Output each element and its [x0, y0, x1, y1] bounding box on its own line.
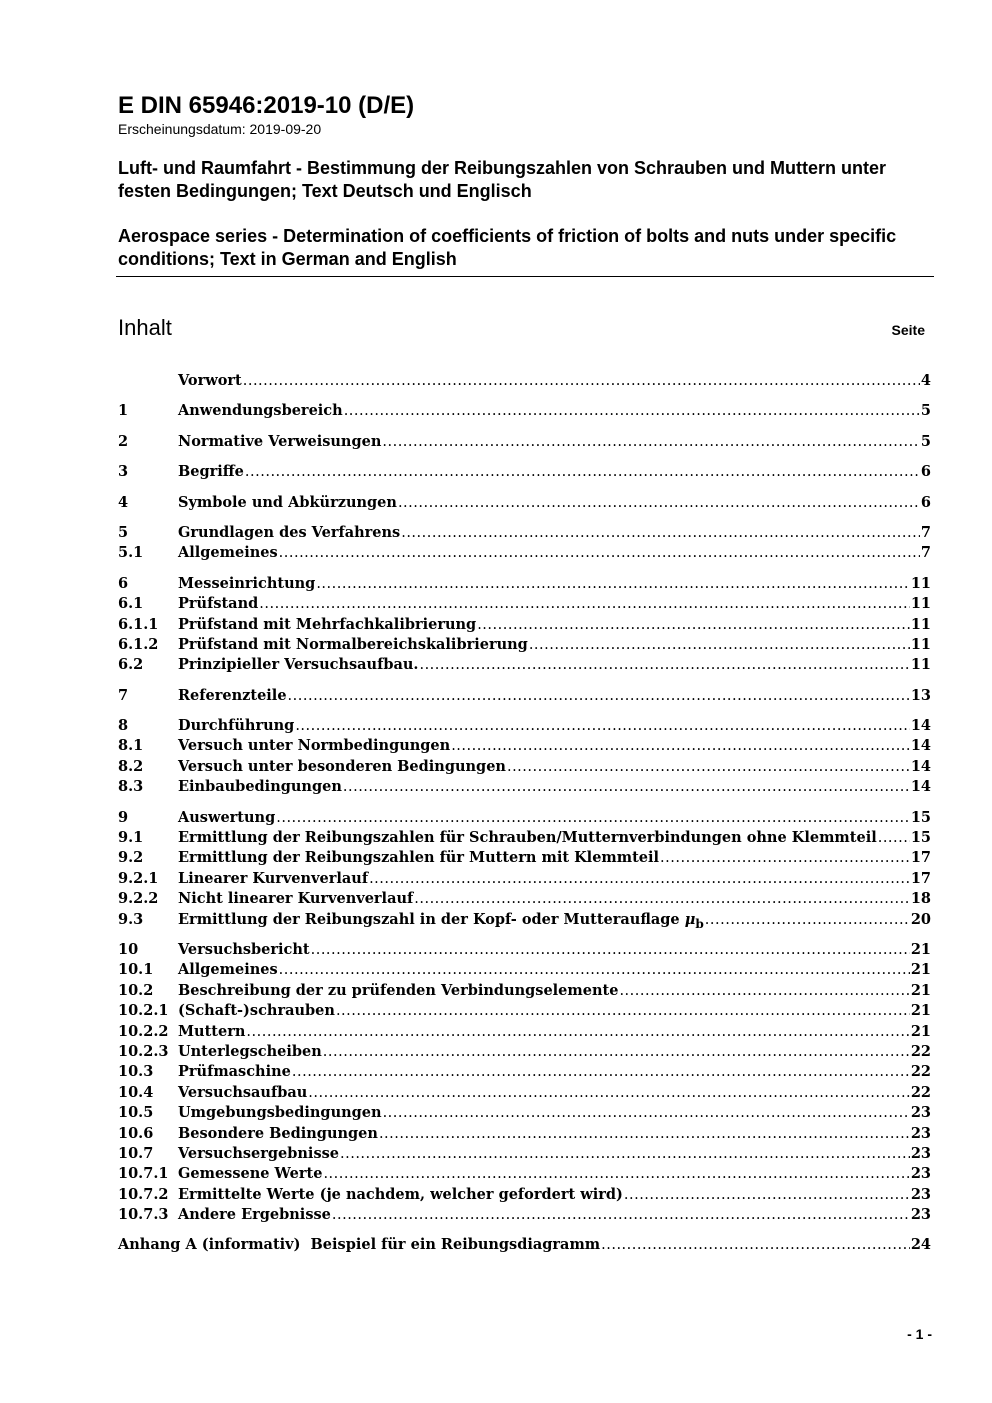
toc-title: Durchführung: [178, 717, 295, 735]
toc-leader: [295, 716, 910, 736]
table-of-contents: [118, 371, 931, 1256]
title-english: Aerospace series - Determination of coefficients of friction of bolts and nuts under specific conditions; Text in German and English: [118, 226, 897, 269]
toc-page: 23: [910, 1165, 931, 1183]
toc-entry[interactable]: [118, 1022, 931, 1042]
toc-page: 11: [910, 595, 931, 613]
toc-leader: [245, 462, 920, 482]
toc-leader: [276, 808, 910, 828]
toc-number: 10.2.3: [118, 1042, 169, 1060]
toc-title: Linearer Kurvenverlauf: [178, 869, 369, 887]
toc-title: Beschreibung der zu prüfenden Verbindungselemente: [178, 981, 619, 999]
toc-title: Versuch unter Normbedingungen: [178, 737, 451, 755]
toc-number: 8.3: [118, 778, 144, 796]
toc-entry[interactable]: [118, 594, 931, 614]
toc-page: 6: [920, 493, 931, 511]
toc-entry[interactable]: [118, 493, 931, 513]
toc-number: 10.7.2: [118, 1185, 169, 1203]
toc-title: Andere Ergebnisse: [178, 1206, 331, 1224]
toc-number: 10.2: [118, 981, 154, 999]
toc-title: Versuchsaufbau: [178, 1083, 308, 1101]
toc-page: 4: [920, 372, 931, 389]
toc-page: 21: [910, 1022, 931, 1040]
toc-page: 11: [910, 615, 931, 633]
toc-page: 11: [910, 635, 931, 653]
toc-leader: [660, 848, 910, 868]
toc-number: 10.4: [118, 1083, 154, 1101]
toc-leader: [451, 736, 910, 756]
toc-entry[interactable]: [118, 940, 931, 960]
toc-leader: [477, 615, 910, 635]
toc-title: Versuchsergebnisse: [178, 1144, 339, 1162]
toc-entry[interactable]: [118, 543, 931, 563]
toc-leader: [279, 543, 920, 563]
toc-number: 5: [118, 523, 129, 541]
toc-number: 9.3: [118, 910, 144, 928]
toc-leader: [316, 574, 909, 594]
toc-leader: [601, 1235, 910, 1255]
toc-number: 9: [118, 808, 129, 826]
toc-title-text: Ermittlung der Reibungszahl in der Kopf- oder Mutterauflage: [178, 910, 680, 928]
toc-number: 9.2.2: [118, 890, 159, 908]
toc-entry[interactable]: [118, 686, 931, 706]
toc-number: 10.2.2: [118, 1022, 169, 1040]
toc-number: 10: [118, 940, 139, 958]
toc-title: Ermittelte Werte (je nachdem, welcher gefordert wird): [178, 1185, 623, 1203]
toc-entry[interactable]: [118, 736, 931, 756]
toc-page: 21: [910, 981, 931, 999]
toc-page: 15: [910, 808, 931, 826]
toc-number: 10.5: [118, 1104, 154, 1122]
toc-entry[interactable]: [118, 1235, 931, 1255]
toc-entry[interactable]: [118, 1144, 931, 1164]
toc-page: 15: [910, 829, 931, 847]
toc-page: 22: [910, 1042, 931, 1060]
toc-leader: [340, 1144, 910, 1164]
toc-title: Prüfmaschine: [178, 1063, 291, 1081]
toc-page: 23: [910, 1104, 931, 1122]
toc-entry[interactable]: [118, 1001, 931, 1021]
toc-leader: [383, 1103, 910, 1123]
toc-number: 8.1: [118, 737, 144, 755]
toc-entry[interactable]: [118, 615, 931, 635]
toc-number: 6.1.1: [118, 615, 159, 633]
page-column-label: Seite: [891, 322, 925, 338]
document-id: E DIN 65946:2019-10 (D/E): [118, 92, 415, 119]
publication-date: Erscheinungsdatum: 2019-09-20: [118, 121, 322, 137]
toc-entry[interactable]: [118, 828, 931, 848]
toc-page: 14: [910, 737, 931, 755]
toc-entry[interactable]: [118, 869, 931, 889]
toc-entry[interactable]: [118, 1124, 931, 1144]
toc-leader: [398, 493, 920, 513]
toc-entry[interactable]: [118, 371, 931, 391]
toc-page: 6: [920, 463, 931, 481]
toc-page: 21: [910, 940, 931, 958]
toc-page: 7: [920, 544, 931, 562]
toc-title: [178, 910, 704, 934]
toc-number: 10.1: [118, 961, 154, 979]
toc-leader: [292, 1062, 910, 1082]
toc-title: Referenzteile: [178, 686, 287, 704]
toc-entry[interactable]: [118, 757, 931, 777]
toc-entry[interactable]: [118, 808, 931, 828]
toc-leader: [246, 1022, 909, 1042]
toc-entry[interactable]: [118, 910, 931, 930]
toc-entry[interactable]: [118, 1083, 931, 1103]
toc-title: Begriffe: [178, 463, 244, 481]
toc-entry[interactable]: [118, 716, 931, 736]
title-german: Luft- und Raumfahrt - Bestimmung der Reibungszahlen von Schrauben und Muttern unter festen Bedingungen; Text Deutsch und Englisch: [118, 158, 887, 201]
toc-title: Ermittlung der Reibungszahlen für Muttern mit Klemmteil: [178, 849, 660, 867]
toc-leader: [288, 686, 910, 706]
toc-entry[interactable]: [118, 777, 931, 797]
toc-number: 8: [118, 717, 129, 735]
toc-leader: [323, 1042, 910, 1062]
contents-heading: Inhalt: [118, 315, 172, 340]
toc-number: 6.2: [118, 656, 144, 674]
toc-page: 11: [910, 574, 931, 592]
toc-entry[interactable]: [118, 1103, 931, 1123]
toc-page: 17: [910, 849, 931, 867]
toc-entry[interactable]: [118, 1062, 931, 1082]
mu-symbol: μ: [684, 910, 696, 928]
toc-page: 23: [910, 1144, 931, 1162]
toc-leader: [311, 940, 910, 960]
toc-leader: [507, 757, 910, 777]
toc-leader: [705, 910, 910, 930]
toc-leader: [414, 889, 910, 909]
toc-entry[interactable]: [118, 635, 931, 655]
toc-number: 9.2.1: [118, 869, 159, 887]
toc-number: 6: [118, 574, 129, 592]
toc-entry[interactable]: [118, 401, 931, 421]
toc-entry[interactable]: [118, 574, 931, 594]
toc-entry[interactable]: [118, 1164, 931, 1184]
toc-page: 14: [910, 757, 931, 775]
toc-number: 10.3: [118, 1063, 154, 1081]
toc-entry[interactable]: [118, 655, 931, 675]
toc-leader: [619, 981, 909, 1001]
toc-entry[interactable]: [118, 1205, 931, 1225]
toc-leader: [379, 1124, 910, 1144]
toc-page: 23: [910, 1206, 931, 1224]
toc-title: Prinzipieller Versuchsaufbau.: [178, 656, 419, 674]
toc-number: 10.7.1: [118, 1165, 169, 1183]
toc-title: Nicht linearer Kurvenverlauf: [178, 890, 414, 908]
toc-number: 2: [118, 432, 129, 450]
toc-entry[interactable]: [118, 1185, 931, 1205]
toc-number: 7: [118, 686, 129, 704]
toc-page: 14: [910, 778, 931, 796]
toc-title: Auswertung: [178, 808, 276, 826]
toc-number: 10.6: [118, 1124, 154, 1142]
toc-title: Unterlegscheiben: [178, 1042, 322, 1060]
toc-leader: [382, 432, 920, 452]
toc-leader: [336, 1001, 910, 1021]
toc-title: Besondere Bedingungen: [178, 1124, 378, 1142]
toc-page: 13: [910, 686, 931, 704]
toc-entry[interactable]: [118, 960, 931, 980]
toc-title: Ermittlung der Reibungszahlen für Schrauben/Mutternverbindungen ohne Klemmteil: [178, 829, 877, 847]
toc-title: Normative Verweisungen: [178, 432, 382, 450]
toc-page: 5: [920, 432, 931, 450]
toc-entry[interactable]: [118, 889, 931, 909]
toc-title: Symbole und Abkürzungen: [178, 493, 397, 511]
toc-title: Prüfstand: [178, 595, 259, 613]
title-divider: [116, 276, 934, 277]
toc-page: 24: [910, 1236, 931, 1254]
toc-leader: [878, 828, 910, 848]
mu-subscript: b: [695, 916, 704, 931]
toc-title: Allgemeines: [178, 544, 278, 562]
toc-title: Prüfstand mit Mehrfachkalibrierung: [178, 615, 477, 633]
toc-number: 3: [118, 463, 129, 481]
toc-page: 21: [910, 1002, 931, 1020]
toc-number: 8.2: [118, 757, 144, 775]
toc-entry[interactable]: [118, 462, 931, 482]
toc-leader: [332, 1205, 910, 1225]
toc-number: 10.7.3: [118, 1206, 169, 1224]
toc-page: 17: [910, 869, 931, 887]
toc-title: Versuch unter besonderen Bedingungen: [178, 757, 506, 775]
toc-leader: [243, 371, 920, 391]
toc-leader: [259, 594, 910, 614]
toc-number: 1: [118, 402, 129, 420]
toc-leader: [624, 1185, 910, 1205]
toc-number: 6.1: [118, 595, 144, 613]
toc-number: 10.7: [118, 1144, 154, 1162]
toc-leader: [419, 655, 909, 675]
toc-number: 9.2: [118, 849, 144, 867]
toc-page: 11: [910, 656, 931, 674]
toc-leader: [369, 869, 910, 889]
toc-number: 10.2.1: [118, 1002, 169, 1020]
toc-page: 23: [910, 1124, 931, 1142]
toc-number: 5.1: [118, 544, 144, 562]
toc-title: Anhang A (informativ) Beispiel für ein Reibungsdiagramm: [118, 1236, 601, 1254]
toc-page: 7: [920, 523, 931, 541]
toc-title: Prüfstand mit Normalbereichskalibrierung: [178, 635, 528, 653]
toc-entry[interactable]: [118, 523, 931, 543]
toc-page: 14: [910, 717, 931, 735]
toc-page: 22: [910, 1083, 931, 1101]
toc-title: Versuchsbericht: [178, 940, 310, 958]
toc-page: 5: [920, 402, 931, 420]
toc-title: Umgebungsbedingungen: [178, 1104, 382, 1122]
page-number: - 1 -: [907, 1326, 932, 1342]
toc-leader: [344, 401, 920, 421]
toc-page: 20: [910, 910, 931, 928]
toc-title: Vorwort: [178, 372, 242, 389]
toc-leader: [343, 777, 910, 797]
toc-entry[interactable]: [118, 1042, 931, 1062]
toc-number: 4: [118, 493, 129, 511]
toc-leader: [279, 960, 910, 980]
toc-title: (Schaft-)schrauben: [178, 1002, 335, 1020]
toc-title: Gemessene Werte: [178, 1165, 323, 1183]
toc-number: 9.1: [118, 829, 144, 847]
toc-title: Messeinrichtung: [178, 574, 316, 592]
toc-leader: [323, 1164, 909, 1184]
toc-page: 23: [910, 1185, 931, 1203]
toc-leader: [529, 635, 910, 655]
toc-entry[interactable]: [118, 981, 931, 1001]
toc-title: Anwendungsbereich: [178, 402, 343, 420]
document-header: [118, 92, 934, 271]
toc-leader: [401, 523, 920, 543]
toc-number: 6.1.2: [118, 635, 159, 653]
toc-title: Grundlagen des Verfahrens: [178, 523, 401, 541]
toc-entry[interactable]: [118, 848, 931, 868]
toc-page: 18: [910, 890, 931, 908]
toc-page: 21: [910, 961, 931, 979]
toc-title: Allgemeines: [178, 961, 278, 979]
toc-title: Einbaubedingungen: [178, 778, 342, 796]
toc-page: 22: [910, 1063, 931, 1081]
toc-entry[interactable]: [118, 432, 931, 452]
toc-title: Muttern: [178, 1022, 246, 1040]
toc-leader: [308, 1083, 910, 1103]
